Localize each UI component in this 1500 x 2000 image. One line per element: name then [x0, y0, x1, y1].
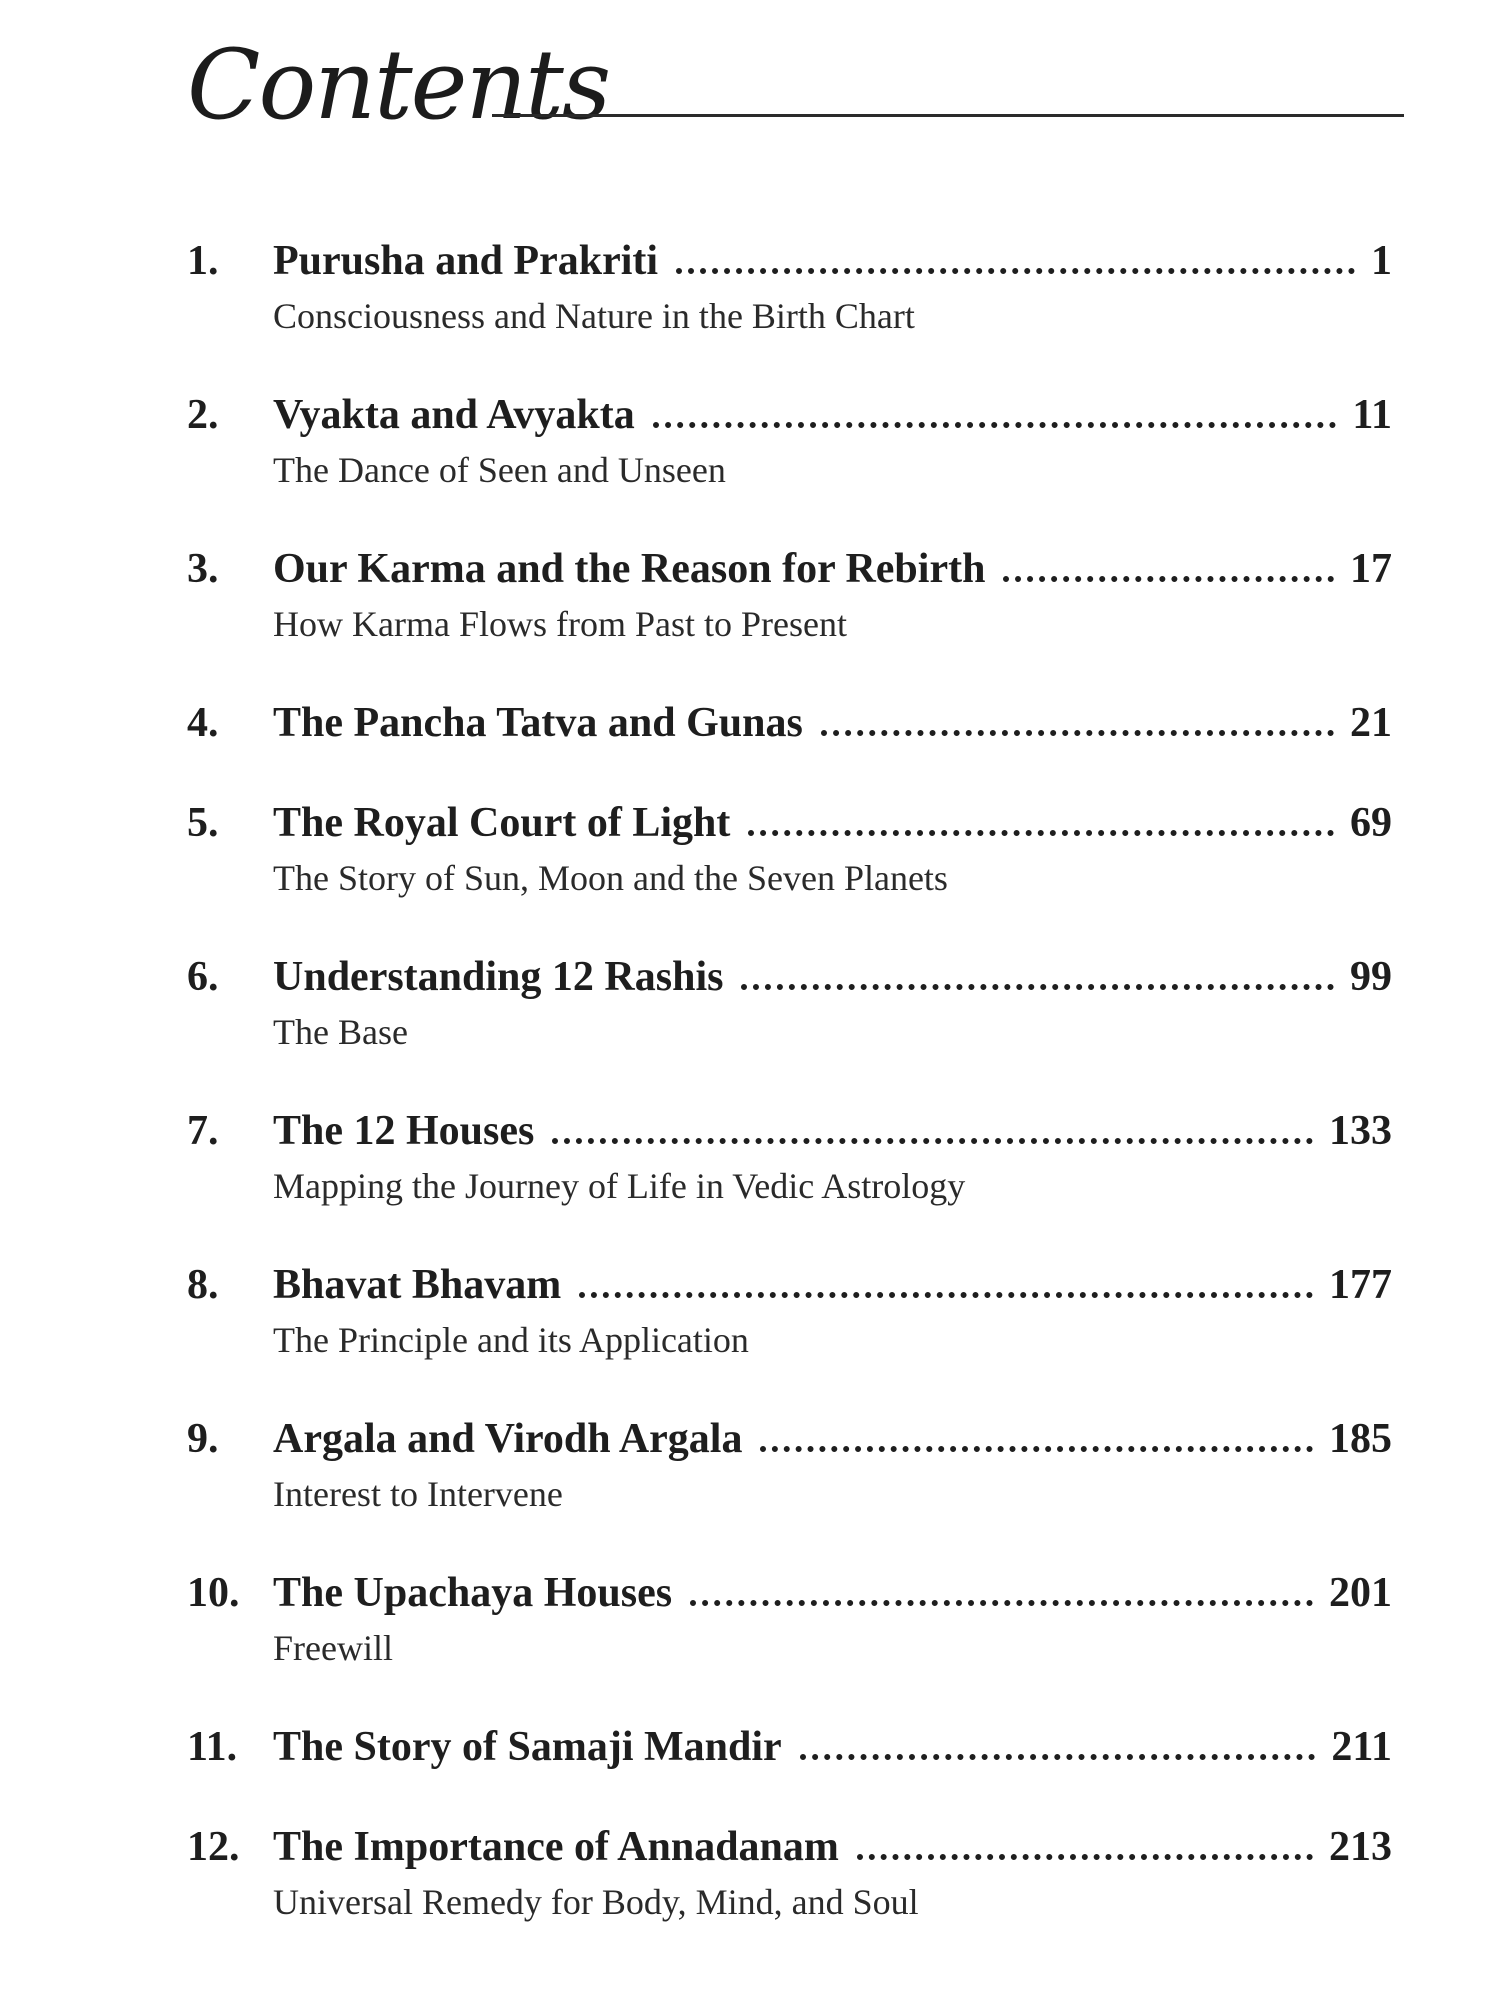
toc-entry-line	[187, 386, 1392, 444]
chapter-subtitle: How Karma Flows from Past to Present	[273, 604, 847, 644]
chapter-title[interactable]: The Pancha Tatva and Gunas	[273, 700, 803, 746]
chapter-number: 12.	[187, 1824, 240, 1870]
chapter-subtitle: Mapping the Journey of Life in Vedic Astrology	[273, 1166, 966, 1206]
toc-entry-line	[187, 1564, 1392, 1622]
chapter-number: 3.	[187, 546, 219, 592]
chapter-subtitle: Consciousness and Nature in the Birth Chart	[273, 296, 915, 336]
toc-entry-line	[187, 794, 1392, 852]
page-number: 69	[1350, 800, 1392, 846]
chapter-number: 8.	[187, 1262, 219, 1308]
chapter-number: 7.	[187, 1108, 219, 1154]
toc-entry[interactable]	[187, 694, 1392, 794]
chapter-title[interactable]: Understanding 12 Rashis	[273, 954, 724, 1000]
chapter-title[interactable]: Bhavat Bhavam	[273, 1262, 562, 1308]
chapter-title[interactable]: The Story of Samaji Mandir	[273, 1724, 782, 1770]
header-rule	[492, 114, 1404, 117]
chapter-title[interactable]: The Importance of Annadanam	[273, 1824, 839, 1870]
page-number: 99	[1350, 954, 1392, 1000]
dot-leader	[741, 984, 1334, 990]
chapter-number: 1.	[187, 238, 219, 284]
dot-leader	[748, 830, 1334, 836]
toc-entry-line	[187, 540, 1392, 598]
dot-leader	[800, 1754, 1316, 1760]
chapter-number: 5.	[187, 800, 219, 846]
toc-entry-line	[187, 1818, 1392, 1876]
chapter-number: 2.	[187, 392, 219, 438]
toc-entry[interactable]	[187, 1102, 1392, 1256]
chapter-number: 10.	[187, 1570, 240, 1616]
page-number: 213	[1329, 1824, 1392, 1870]
chapter-title[interactable]: The 12 Houses	[273, 1108, 535, 1154]
dot-leader	[676, 268, 1355, 274]
toc-entry[interactable]	[187, 540, 1392, 694]
chapter-subtitle: The Story of Sun, Moon and the Seven Planets	[273, 858, 948, 898]
toc-entry-line	[187, 948, 1392, 1006]
page-number: 133	[1329, 1108, 1392, 1154]
toc-entry[interactable]	[187, 1818, 1392, 1972]
chapter-number: 11.	[187, 1724, 238, 1770]
table-of-contents	[187, 232, 1392, 1972]
toc-entry-line	[187, 1718, 1392, 1776]
chapter-subtitle: The Dance of Seen and Unseen	[273, 450, 726, 490]
page-number: 1	[1371, 238, 1392, 284]
dot-leader	[821, 730, 1334, 736]
page-number: 177	[1329, 1262, 1392, 1308]
chapter-number: 4.	[187, 700, 219, 746]
toc-entry[interactable]	[187, 794, 1392, 948]
toc-entry[interactable]	[187, 1564, 1392, 1718]
dot-leader	[760, 1446, 1313, 1452]
dot-leader	[857, 1854, 1313, 1860]
chapter-number: 6.	[187, 954, 219, 1000]
toc-entry-line	[187, 1410, 1392, 1468]
chapter-title[interactable]: Argala and Virodh Argala	[273, 1416, 743, 1462]
page-number: 201	[1329, 1570, 1392, 1616]
toc-entry[interactable]	[187, 1256, 1392, 1410]
chapter-title[interactable]: The Upachaya Houses	[273, 1570, 673, 1616]
toc-entry[interactable]	[187, 1718, 1392, 1818]
dot-leader	[690, 1600, 1313, 1606]
toc-entry[interactable]	[187, 948, 1392, 1102]
page-number: 211	[1331, 1724, 1392, 1770]
chapter-title[interactable]: Purusha and Prakriti	[273, 238, 659, 284]
page-number: 21	[1350, 700, 1392, 746]
page-title: Contents	[187, 29, 610, 141]
page-number: 185	[1329, 1416, 1392, 1462]
contents-header	[187, 30, 1404, 160]
chapter-subtitle: The Base	[273, 1012, 408, 1052]
dot-leader	[653, 422, 1337, 428]
toc-entry-line	[187, 232, 1392, 290]
chapter-subtitle: Universal Remedy for Body, Mind, and Soul	[273, 1882, 919, 1922]
dot-leader	[552, 1138, 1313, 1144]
toc-entry[interactable]	[187, 232, 1392, 386]
chapter-number: 9.	[187, 1416, 219, 1462]
page-number: 17	[1350, 546, 1392, 592]
dot-leader	[1003, 576, 1334, 582]
page-number: 11	[1352, 392, 1392, 438]
dot-leader	[579, 1292, 1313, 1298]
toc-entry[interactable]	[187, 386, 1392, 540]
toc-entry[interactable]	[187, 1410, 1392, 1564]
chapter-title[interactable]: Our Karma and the Reason for Rebirth	[273, 546, 986, 592]
toc-entry-line	[187, 1256, 1392, 1314]
chapter-subtitle: Interest to Intervene	[273, 1474, 563, 1514]
chapter-subtitle: The Principle and its Application	[273, 1320, 749, 1360]
chapter-title[interactable]: Vyakta and Avyakta	[273, 392, 635, 438]
toc-entry-line	[187, 1102, 1392, 1160]
chapter-subtitle: Freewill	[273, 1628, 393, 1668]
toc-entry-line	[187, 694, 1392, 752]
chapter-title[interactable]: The Royal Court of Light	[273, 800, 731, 846]
